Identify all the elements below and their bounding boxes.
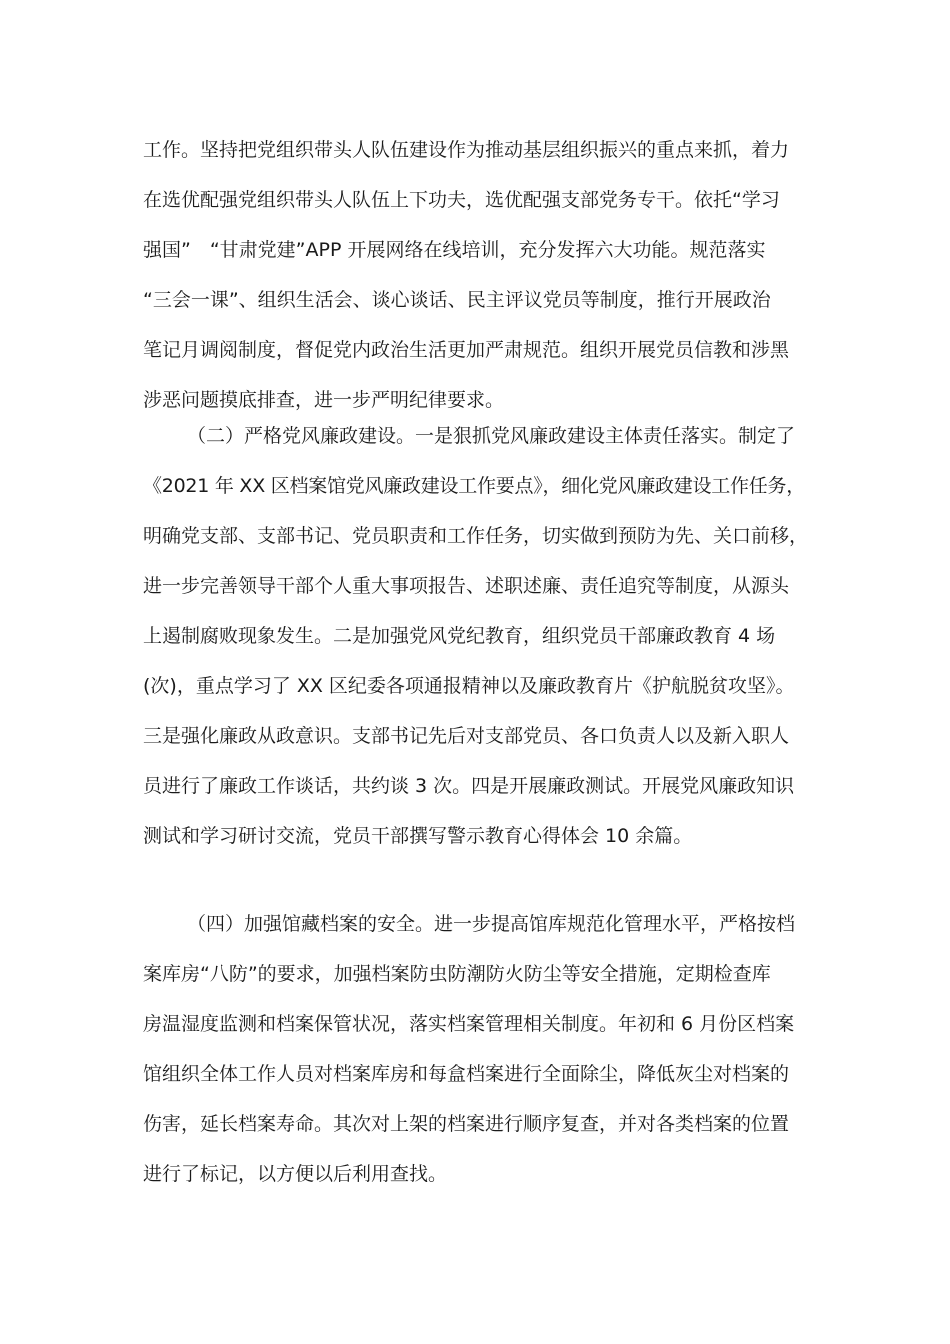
paragraph-party-organization bbox=[143, 125, 813, 425]
paragraph-integrity-building bbox=[143, 411, 813, 861]
text-line: 明确党支部、支部书记、党员职责和工作任务，切实做到预防为先、关口前移， bbox=[143, 525, 809, 547]
text-line: 进一步完善领导干部个人重大事项报告、述职述廉、责任追究等制度，从源头 bbox=[143, 575, 790, 597]
text-line: 工作。坚持把党组织带头人队伍建设作为推动基层组织振兴的重点来抓，着力 bbox=[143, 139, 790, 161]
text-line: 强国” “甘肃党建”APP 开展网络在线培训，充分发挥六大功能。规范落实 bbox=[143, 239, 766, 261]
text-line: 伤害，延长档案寿命。其次对上架的档案进行顺序复查，并对各类档案的位置 bbox=[143, 1113, 790, 1135]
text-line: (次)，重点学习了 XX 区纪委各项通报精神以及廉政教育片《护航脱贫攻坚》。 bbox=[143, 675, 795, 697]
text-line: （二）严格党风廉政建设。一是狠抓党风廉政建设主体责任落实。制定了 bbox=[187, 425, 796, 447]
text-line: 员进行了廉政工作谈话，共约谈 3 次。四是开展廉政测试。开展党风廉政知识 bbox=[143, 775, 795, 797]
text-line: 在选优配强党组织带头人队伍上下功夫，选优配强支部党务专干。依托“学习 bbox=[143, 189, 780, 211]
text-line: 涉恶问题摸底排查，进一步严明纪律要求。 bbox=[143, 389, 505, 411]
text-line: （四）加强馆藏档案的安全。进一步提高馆库规范化管理水平，严格按档 bbox=[187, 913, 796, 935]
text-line: 笔记月调阅制度，督促党内政治生活更加严肃规范。组织开展党员信教和涉黑 bbox=[143, 339, 790, 361]
text-line: 三是强化廉政从政意识。支部书记先后对支部党员、各口负责人以及新入职人 bbox=[143, 725, 790, 747]
text-line: 测试和学习研讨交流，党员干部撰写警示教育心得体会 10 余篇。 bbox=[143, 825, 693, 847]
text-line: 房温湿度监测和档案保管状况，落实档案管理相关制度。年初和 6 月份区档案 bbox=[143, 1013, 795, 1035]
text-line: “三会一课”、组织生活会、谈心谈话、民主评议党员等制度，推行开展政治 bbox=[143, 289, 771, 311]
text-line: 《2021 年 XX 区档案馆党风廉政建设工作要点》，细化党风廉政建设工作任务， bbox=[143, 475, 806, 497]
text-line: 进行了标记，以方便以后利用查找。 bbox=[143, 1163, 448, 1185]
paragraph-archive-safety bbox=[143, 899, 813, 1199]
text-line: 案库房“八防”的要求，加强档案防虫防潮防火防尘等安全措施，定期检查库 bbox=[143, 963, 771, 985]
text-line: 上遏制腐败现象发生。二是加强党风党纪教育，组织党员干部廉政教育 4 场 bbox=[143, 625, 776, 647]
text-line: 馆组织全体工作人员对档案库房和每盒档案进行全面除尘，降低灰尘对档案的 bbox=[143, 1063, 790, 1085]
